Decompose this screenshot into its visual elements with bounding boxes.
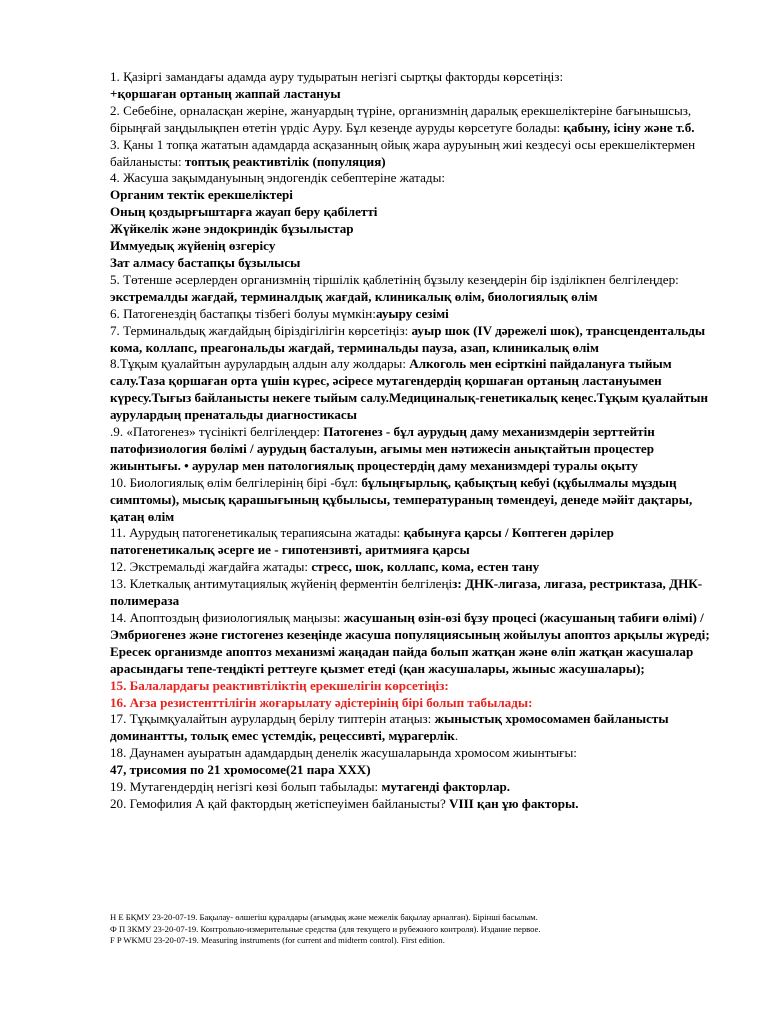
- question-3: [110, 137, 720, 171]
- question-18: [110, 745, 720, 779]
- answer-text: бұлыңғырлық, қабықтың кебуі (құбылмалы мұздың симптомы), мысық қарашығының құбылысы, температураның төмендеуі, денеде мәйіт дақтары, қатаң өлім: [110, 474, 693, 524]
- answer-text: қабынуға қарсы / Көптеген дәрілер патогенетикалық әсерге ие - гипотензивті, аритмияға қарсы: [110, 525, 614, 558]
- question-number: 11.: [110, 525, 130, 541]
- question-2: [110, 103, 720, 137]
- answer-text: Алкоголь мен есірткіні пайдалануға тыйым салу.Таза қоршаған орта үшін күрес, әсіресе мутагендердің қоршаған ортаның ластануымен күресу.Тығыз байланысты некеге тыйым салу.Медициналық-генетикалық кеңес.Тұқым қуалайтын аурулардың пренатальды диагностикасы: [110, 356, 709, 423]
- answer-text: VIII қан ұю факторы.: [449, 795, 579, 811]
- question-text: Төтенше әсерлерден организмнің тіршілік қаблетінің бұзылу кезеңдерін бір ізділікпен белгілеңдер:: [123, 271, 679, 287]
- question-text: Экстремальді жағдайға жатады:: [129, 559, 312, 575]
- question-text: Даунамен ауыратын адамдардың денелік жасушаларында хромосом жиынтығы:: [129, 745, 577, 761]
- question-7: [110, 323, 720, 357]
- answer-text: ауыру сезімі: [375, 305, 449, 321]
- question-number: .9.: [110, 424, 127, 440]
- footer-line-english: F P WKMU 23-20-07-19. Measuring instruments (for current and midterm control). First edition.: [110, 935, 445, 946]
- question-number: 12.: [110, 559, 130, 575]
- answer-text: топтық реактивтілік (популяция): [184, 153, 386, 169]
- answer-text: жасушаның өзін-өзі бұзу процесі (жасушаның табиғи өлімі) / Эмбриогенез және гистогенез кезеңінде жасуша популяциясының жойылуы апоптоз арқылы жүреді; Ересек организмде апоптоз механизмі жаңадан пайда болып жатқан және өліп жатқан жасушалар арасындағы тепе-теңдікті реттеуге қызмет етеді (қан жасушалары, жыныс жасушалары);: [110, 610, 710, 676]
- question-number: 7.: [110, 322, 124, 338]
- question-9: [110, 424, 720, 475]
- question-number: 19.: [110, 779, 130, 795]
- question-number: 17.: [110, 711, 130, 727]
- question-text: Мутагендердің негізгі көзі болып табылады:: [129, 779, 382, 795]
- question-17: [110, 711, 720, 745]
- question-19: [110, 779, 720, 796]
- answer-text: қабыну, ісіну және т.б.: [563, 119, 695, 135]
- question-number: 14.: [110, 610, 130, 625]
- answer-text: Патогенез - бұл аурудың даму механизмдерін зерттейтін патофизиология бөлімі / аурудың басталуын, ағымы мен нәтижесін анықтайтын процестер жиынтығы. • аурулар мен патологиялық процестердің даму механизмдері туралы оқыту: [110, 424, 655, 473]
- answer-text: Органим тектік ерекшеліктері Оның қоздырғыштарға жауап беру қабілетті Жүйкелік және эндокриндік бұзылыстар Иммуедық жүйенің өзгерісу Зат алмасу бастапқы бұзылысы: [110, 187, 378, 270]
- question-1: [110, 69, 720, 103]
- answer-text: мутагенді факторлар.: [381, 779, 511, 795]
- question-text: Тұқым қуалайтын аурулардың алдын алу жолдары:: [119, 356, 410, 372]
- answer-text: жыныстық хромосомамен байланысты доминантты, толық емес үстемдік, рецессивті, мұрагерлік: [110, 711, 669, 744]
- question-text: Аурудың патогенетикалық терапиясына жатады:: [129, 525, 404, 541]
- question-15: 15. Балалардағы реактивтіліктің ерекшелігін көрсетіңіз:: [110, 677, 449, 693]
- question-number: 6.: [110, 305, 124, 321]
- question-list: [110, 69, 720, 813]
- question-number: 1.: [110, 69, 124, 84]
- answer-text: +қоршаған ортаның жаппай ластануы: [110, 85, 341, 101]
- question-14: [110, 610, 720, 678]
- question-number: 20.: [110, 795, 130, 811]
- question-text: «Патогенез» түсінікті белгілеңдер:: [126, 424, 324, 440]
- question-number: 4.: [110, 170, 124, 186]
- question-16: 16. Ағза резистенттілігін жоғарылату әдістерінің бірі болып табылады:: [110, 694, 533, 710]
- question-text: Биологиялық өлім белгілерінің бірі -бұл:: [129, 474, 362, 490]
- question-number: 10.: [110, 474, 130, 490]
- question-8: [110, 356, 720, 424]
- question-text: Қаны 1 топқа жататын адамдарда асқазанның ойық жара ауруының жиі кездесуі осы ерекшеліктермен байланысты:: [110, 136, 696, 169]
- document-footer: [110, 912, 720, 947]
- question-text: Жасуша зақымдануының эндогендік себептеріне жатады:: [123, 170, 446, 186]
- answer-text: ауыр шок (IV дәрежелі шок), трансцендентальды кома, коллапс, преагональды жағдай, терминальды пауза, азап, клиникалық өлім: [110, 322, 706, 355]
- question-text: Патогенездің бастапқы тізбегі болуы мүмкін:: [123, 305, 376, 321]
- question-number: 2.: [110, 102, 124, 118]
- question-text: Терминальдық жағдайдың біріздігілігін көрсетіңіз:: [123, 322, 412, 338]
- question-number: 5.: [110, 271, 124, 287]
- question-text: Қазіргі замандағы адамда ауру тудыратын негізгі сыртқы факторды көрсетіңіз:: [123, 69, 564, 84]
- question-5: [110, 272, 720, 306]
- question-text: Тұқымқуалайтын аурулардың берілу типтерін атаңыз:: [129, 711, 435, 727]
- question-text: Себебіне, орналасқан жеріне, жануардың түріне, организмнің даралық ерекшеліктеріне бағынышсыз, бірыңғай заңдылықпен өтетін үрдіс Ауру. Бұл кезеңде ауруды көрсетуге болады:: [110, 102, 692, 135]
- question-12: [110, 559, 720, 576]
- question-text: Апоптоздың физиологиялық маңызы:: [129, 610, 344, 625]
- question-number: 3.: [110, 136, 124, 152]
- question-text: Гемофилия А қай фактордың жетіспеуімен байланысты?: [129, 795, 450, 811]
- footer-line-russian: Ф П ЗКМУ 23-20-07-19. Контрольно-измерительные средства (для текущего и рубежного контроля). Издание первое.: [110, 923, 541, 934]
- question-number: 18.: [110, 745, 130, 761]
- footer-line-kazakh: Н Е БҚМУ 23-20-07-19. Бақылау- өлшегіш құралдары (ағымдық және межелік бақылау арналған). Бірінші басылым.: [110, 912, 538, 922]
- answer-text: стресс, шок, коллапс, кома, естен тану: [311, 559, 540, 575]
- answer-text: 47, трисомия по 21 хромосоме(21 пара ХХХ): [110, 762, 371, 778]
- question-11: [110, 525, 720, 559]
- question-10: [110, 475, 720, 526]
- answer-text: з: ДНК-лигаза, лигаза, рестриктаза, ДНК-полимераза: [110, 576, 703, 609]
- answer-text: экстремалды жағдай, терминалдық жағдай, клиникалық өлім, биологиялық өлім: [110, 288, 598, 304]
- question-number: 13.: [110, 576, 130, 592]
- answer-suffix: .: [454, 728, 459, 744]
- question-4: [110, 170, 720, 271]
- question-number: 8.: [110, 356, 120, 372]
- question-6: [110, 306, 720, 323]
- question-text: Клеткалық антимутациялық жүйенің ферментін белгілеңі: [129, 576, 453, 592]
- question-20: [110, 796, 720, 813]
- question-13: [110, 576, 720, 610]
